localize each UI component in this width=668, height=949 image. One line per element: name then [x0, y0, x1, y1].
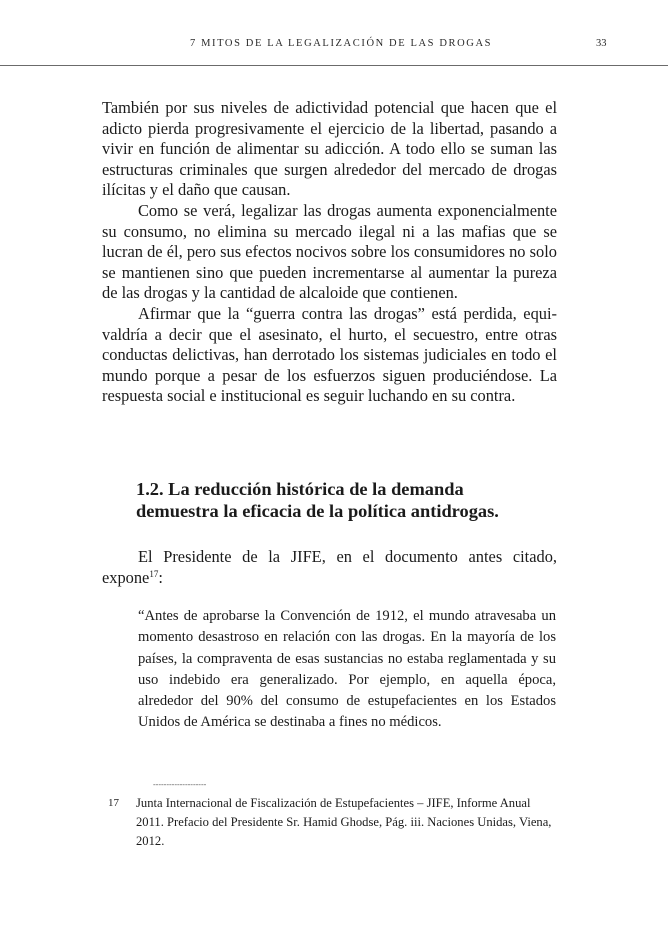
- footnote-separator: --------------------: [153, 780, 207, 789]
- paragraph-3: Afirmar que la “guerra contra las drogas” está perdida, equivaldría a decir que el asesinato, el hurto, el secuestro, entre otras conductas delictivas, han derrotado los sistemas judiciales en todo el mundo porque a pesar de los esfuerzos siguen produciéndose. La respuesta social e institucional es seguir luchando en su contra.: [102, 303, 557, 406]
- quote-text: Antes de aprobarse la Convención de 1912, el mundo atravesaba un momento desastroso en relación con las drogas. En la mayoría de los países, la compraventa de esas sustancias no estaba reglamentada y su uso indebido era generalizado. Por ejemplo, en aquella época, alrededor del 90% del consumo de estupefacientes en los Estados Unidos de América se destinaba a fines no médicos.: [138, 608, 556, 731]
- block-quote: [138, 606, 556, 734]
- quote-open-mark: “: [138, 608, 145, 624]
- footnote-marker: 17: [108, 797, 119, 809]
- section-heading-line-1: 1.2. La reducción histórica de la demanda: [136, 479, 464, 499]
- footnote-17: [108, 794, 556, 851]
- intro-paragraph: [102, 546, 557, 588]
- intro-colon: :: [158, 568, 163, 587]
- running-title: 7 MITOS DE LA LEGALIZACIÓN DE LAS DROGAS: [190, 38, 493, 49]
- page-number: 33: [596, 38, 607, 49]
- section-heading-line-2: demuestra la eficacia de la política antidrogas.: [136, 501, 499, 521]
- footnote-reference[interactable]: 17: [149, 569, 159, 579]
- paragraph-2: Como se verá, legalizar las drogas aumenta exponencialmente su consumo, no elimina su mercado ilegal ni a las mafias que se lucran de él, pero sus efectos nocivos sobre los consumidores no solo se mantienen sino que pueden incrementarse al aumentar la pureza de las drogas y la cantidad de alcaloide que contienen.: [102, 200, 557, 303]
- intro-text: El Presidente de la JIFE, en el documento antes citado, expone: [102, 547, 557, 587]
- header-rule: [0, 65, 668, 66]
- section-heading: [136, 478, 556, 522]
- running-header: [0, 38, 668, 58]
- body-text: [102, 98, 557, 407]
- footnote-text: Junta Internacional de Fiscalización de Estupefacientes – JIFE, Informe Anual 2011. Prefacio del Presidente Sr. Hamid Ghodse, Pág. iii. Naciones Unidas, Viena, 2012.: [136, 796, 552, 848]
- paragraph-1: También por sus niveles de adictividad potencial que hacen que el adicto pierda progresivamente el ejercicio de la libertad, pasando a vivir en función de alimentar su adicción. A todo ello se suman las estructuras criminales que surgen alrededor del mercado de drogas ilícitas y el daño que causan.: [102, 98, 557, 200]
